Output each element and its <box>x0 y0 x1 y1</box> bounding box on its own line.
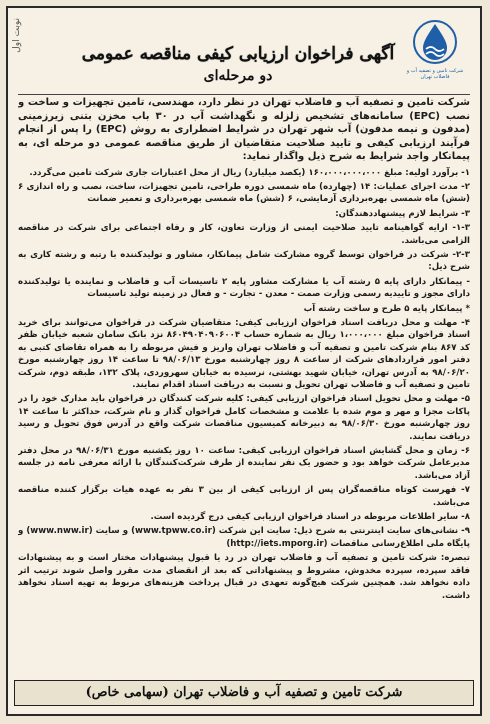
item-other-info: ۸- سایر اطلاعات مربوطه در اسناد فراخوان ارزیابی کیفی درج گردیده است. <box>150 512 470 523</box>
notice-body <box>18 96 470 666</box>
header-divider <box>18 94 470 95</box>
intro-paragraph: شرکت تامین و تصفیه آب و فاضلاب تهران در نظر دارد، مهندسی، تامین تجهیزات و ساخت و نصب (EPC) سامانه‌های تشخیص زلزله و نگهداشت آب در ۳۰ باب مخزن بتنی زیرزمینی (مدفون و نیمه مدفون) آب شهر تهران در شرایط اضطراری به روش (EPC) را پس از انجام فرآیند ارزیابی کیفی و تایید صلاحیت متقاضیان از طریق مناقصه عمومی دو مرحله ای، به پیمانکار واجد شرایط به شرح ذیل واگذار نماید: <box>18 97 470 162</box>
logo-caption: شرکت تامین و تصفیه آب و فاضلاب تهران <box>406 68 464 80</box>
item-document-purchase: ۴- مهلت و محل دریافت اسناد فراخوان ارزیابی کیفی: متقاضیان شرکت در فراخوان می‌توانند برای خرید اسناد فراخوان مبلغ ۱،۰۰۰،۰۰۰ ریال به شماره حساب ۸۶۰۴۹۰۴۰۹۰۶۰۰۴ نزد بانک سامان شعبه خیابان ظفر کد ۸۶۷ بنام شرکت تامین و تصفیه آب و فاضلاب تهران واریز و فیش مربوطه را به همراه تقاضای کتبی به دفتر امور قراردادهای شرکت از ساعت ۸ روز چهارشنبه مورخ ۹۸/۰۶/۱۳ تا ساعت ۱۴ روز چهارشنبه مورخ ۹۸/۰۶/۲۰ به آدرس تهران، خیابان شهید بهشتی، نرسیده به خیابان سهروردی، پلاک ۱۳۲، طبقه دوم، شرکت تامین و تصفیه آب و فاضلاب تهران تحویل و نسبت به دریافت اسناد اقدام نمایند. <box>18 317 470 390</box>
water-drop-logo-icon <box>413 18 457 66</box>
item-safety-certificate: ۱-۳- ارایه گواهینامه تایید صلاحیت ایمنی از وزارت تعاون، کار و رفاه اجتماعی برای شرکت در مناقصه الزامی می‌باشد. <box>18 223 470 246</box>
item-shortlist: ۷- فهرست کوتاه مناقصه‌گران پس از ارزیابی کیفی از بین ۳ نفر به عهده هیات برگزار کننده مناقصه می‌باشد. <box>18 485 470 508</box>
item-contractor-grade: - پیمانکار دارای پایه ۵ رشته آب یا مشارکت مشاور پایه ۲ تاسیسات آب و فاضلاب و نماینده یا تولیدکننده دارای مجوز و تاییدیه رسمی وزارت صمت - معدن - تجارت - و فعال در زمینه تولید تاسیسات <box>18 276 470 300</box>
company-logo <box>406 18 464 86</box>
publication-round-label: نوبت اول <box>12 18 22 53</box>
notice-subtitle: دو مرحله‌ای <box>203 68 273 84</box>
item-budget: ۱- برآورد اولیه: مبلغ ۱۶۰،۰۰۰،۰۰۰،۰۰۰ (یکصد میلیارد) ریال از محل اعتبارات جاری شرکت تامین می‌گردد. <box>29 167 470 178</box>
item-websites: ۹- نشانی‌های سایت اینترنتی به شرح ذیل: سایت این شرکت (www.tpww.co.ir) و سایت (www.nww.ir) و پایگاه ملی اطلاع‌رسانی مناقصات (http://iets.mporg.ir) <box>18 526 470 549</box>
item-document-submission: ۵- مهلت و محل تحویل اسناد فراخوان ارزیابی کیفی: کلیه شرکت کنندگان در فراخوان باید مدارک خود را در پاکات مجزا و مهر و موم شده با علامت و مشخصات کامل فراخوان گذار و نام شرکت، حداکثر تا ساعت ۱۴ روز چهارشنبه مورخ ۹۸/۰۶/۳۰ به دبیرخانه کمیسیون مناقصات شرکت واقع در آدرس فوق تحویل و رسید دریافت نمایند. <box>18 394 470 442</box>
item-note: تبصره: شرکت تامین و تصفیه آب و فاضلاب تهران در رد یا قبول پیشنهادات مختار است و به پیشنهادات فاقد سپرده، سپرده مخدوش، مشروط و پیشنهاداتی که بعد از انقضای مدت مقرر واصل شوند ترتیب اثر داده نخواهد شد. همچنین شرکت هیچ‌گونه تعهدی در قبال پرداخت هزینه‌های مربوط به تهیه اسناد نخواهد داشت. <box>18 553 470 601</box>
item-consortium: ۲-۳- شرکت در فراخوان توسط گروه مشارکت شامل پیمانکار، مشاور و تولیدکننده با رتبه و رشته کاری به شرح ذیل: <box>18 249 470 273</box>
item-duration: ۲- مدت اجرای عملیات: ۱۴ (چهارده) ماه شمسی دوره طراحی، تامین تجهیزات، ساخت، نصب و راه اندازی ۶ (شش) ماه شمسی بهره‌برداری آزمایشی، ۶ (شش) ماه شمسی بهره‌برداری و تعمیر ضمانت <box>18 181 470 205</box>
item-requirements: ۳- شرایط لازم پیشنهاددهندگان: <box>335 208 470 219</box>
notice-title: آگهی فراخوان ارزیابی کیفی مناقصه عمومی <box>81 44 395 64</box>
footer-company-name: شرکت تامین و تصفیه آب و فاضلاب تهران (سهامی خاص) <box>14 680 474 706</box>
tender-notice <box>6 6 482 716</box>
item-grade-note: * پیمانکار پایه ۵ طرح و ساخت رشته آب <box>303 303 470 314</box>
item-opening-session: ۶- زمان و محل گشایش اسناد فراخوان ارزیابی کیفی: ساعت ۱۰ روز یکشنبه مورخ ۹۸/۰۶/۳۱ در محل دفتر مدیرعامل شرکت خواهد بود و حضور یک نفر نماینده از طرف شرکت‌کنندگان با ارائه معرفی نامه در جلسه آزاد می‌باشد. <box>18 446 470 481</box>
header <box>78 34 398 94</box>
